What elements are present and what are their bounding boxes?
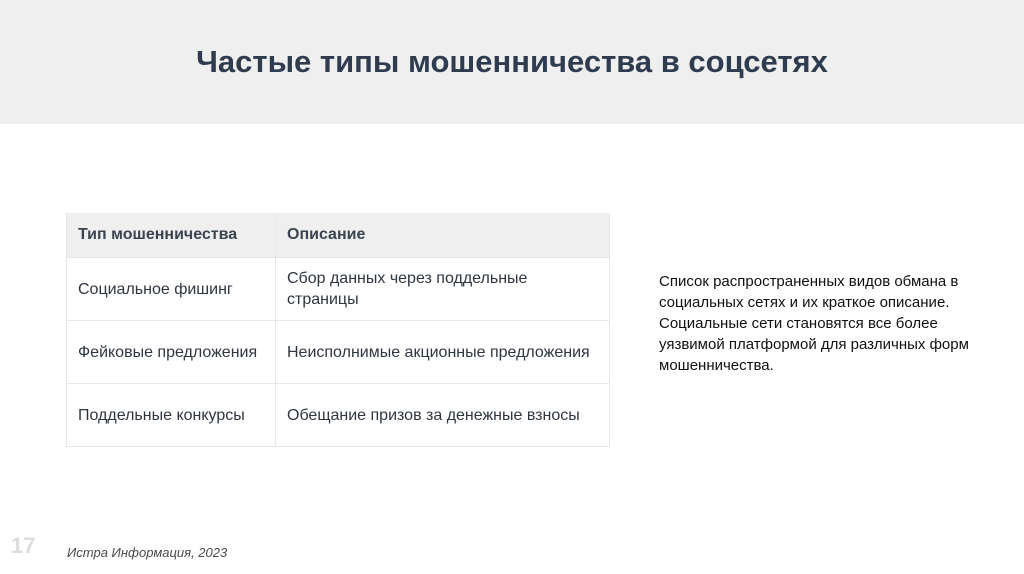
side-description: [659, 271, 999, 376]
footer-credit: Истра Информация, 2023: [67, 545, 228, 560]
table-cell-type: Социальное фишинг: [67, 258, 276, 321]
table-row: [67, 384, 610, 447]
fraud-types-table-container: [66, 213, 610, 447]
column-header-type: Тип мошенничества: [67, 213, 276, 258]
side-paragraph-intro: Список распространенных видов обмана в социальных сетях и их краткое описание.: [659, 273, 959, 311]
column-header-description: Описание: [276, 213, 610, 258]
slide-title: Частые типы мошенничества в соцсетях: [196, 44, 828, 79]
table-cell-description: Сбор данных через поддельные страницы: [276, 258, 610, 321]
table-header-row: [67, 213, 610, 258]
page-number: 17: [11, 533, 36, 558]
side-paragraph-summary: Социальные сети становятся все более уязвимой платформой для различных форм мошенничества.: [659, 315, 969, 374]
table-cell-description: Обещание призов за денежные взносы: [276, 384, 610, 447]
table-cell-description: Неисполнимые акционные предложения: [276, 321, 610, 384]
fraud-types-table: [66, 213, 610, 447]
table-cell-type: Поддельные конкурсы: [67, 384, 276, 447]
table-cell-type: Фейковые предложения: [67, 321, 276, 384]
table-row: [67, 258, 610, 321]
table-row: [67, 321, 610, 384]
